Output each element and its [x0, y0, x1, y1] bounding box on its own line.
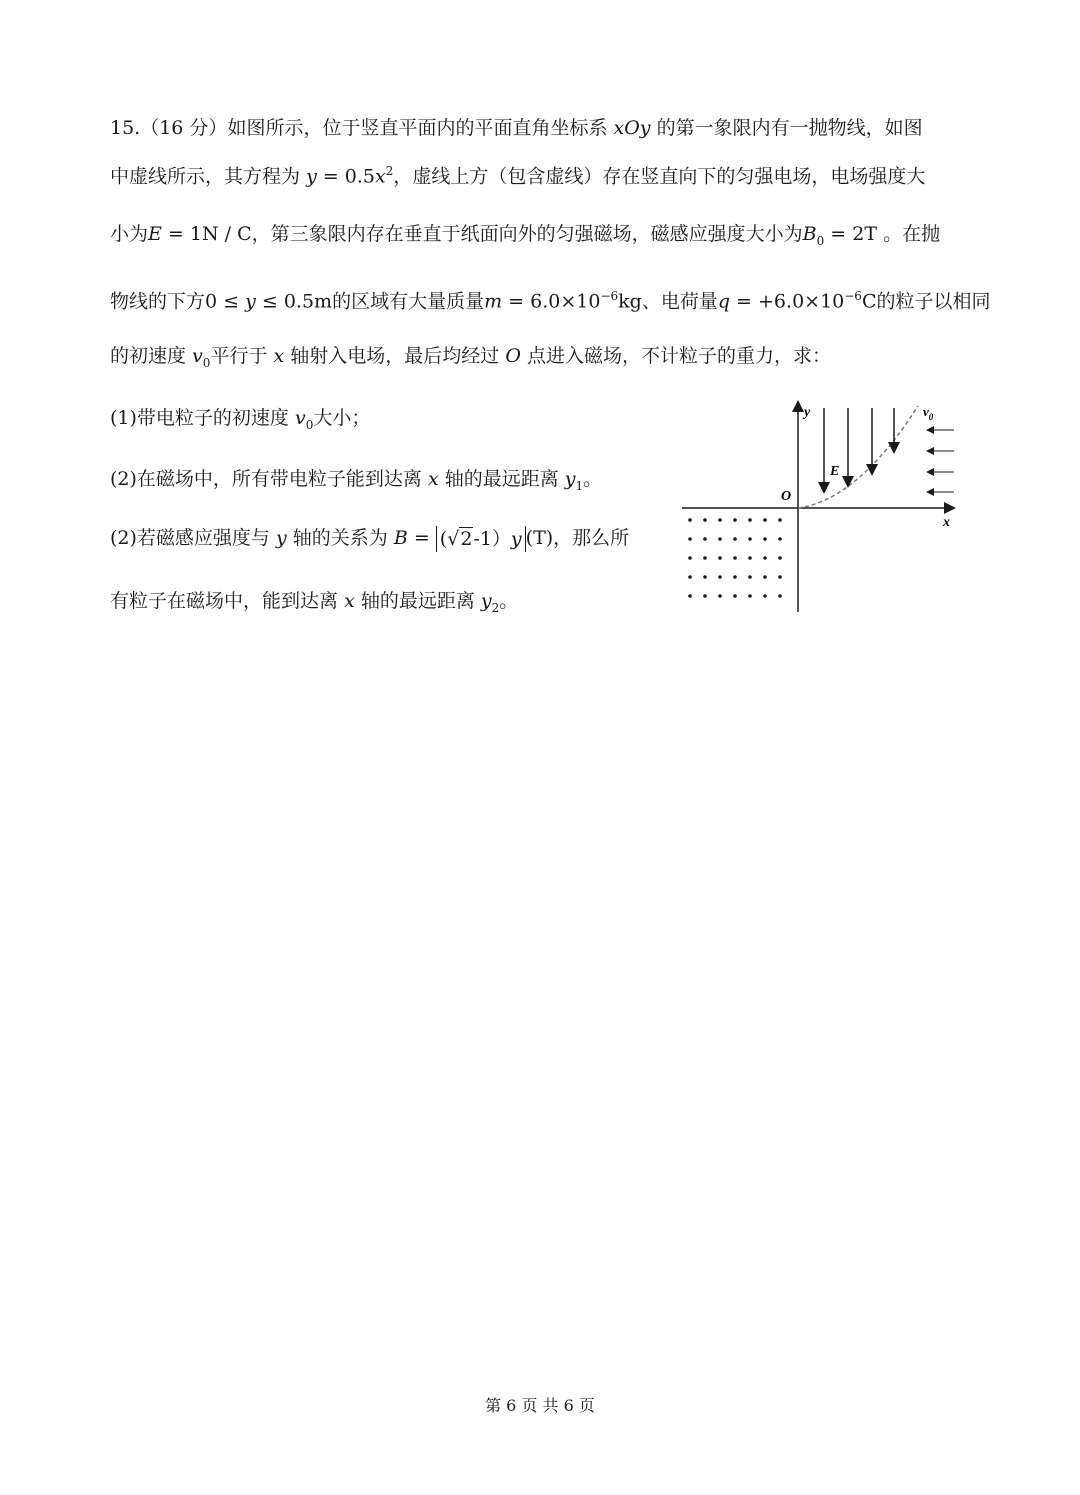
parabola-dashed — [798, 406, 918, 508]
field-dot — [748, 537, 752, 541]
math: (T) — [525, 527, 554, 549]
field-dot — [733, 518, 737, 522]
field-dot — [778, 537, 782, 541]
problem-number: 15. — [110, 117, 141, 139]
text: 。 — [583, 468, 603, 490]
problem-line-3 — [110, 221, 940, 254]
text: 大小； — [313, 407, 371, 429]
text: (2)在磁场中，所有带电粒子能到达离 — [110, 468, 422, 490]
magnetic-field-dots — [688, 518, 782, 598]
math: kg — [618, 290, 642, 313]
field-dot — [778, 556, 782, 560]
math-sub: 2 — [491, 600, 500, 615]
text: 如图所示，位于竖直平面内的平面直角坐标系 — [227, 117, 608, 139]
text: 中虚线所示，其方程为 — [110, 165, 301, 188]
math-radicand: 2 — [460, 528, 473, 550]
math: = 2T — [824, 223, 878, 245]
field-dot — [778, 575, 782, 579]
field-dot — [688, 556, 692, 560]
math-var: v — [294, 407, 306, 429]
math: = 0.5 — [316, 165, 376, 188]
coord-name: xOy — [613, 117, 651, 139]
math-var: y — [510, 528, 522, 550]
field-dot — [703, 556, 707, 560]
field-dot — [703, 594, 707, 598]
math: = +6.0×10 — [730, 290, 845, 313]
text: 的初速度 — [110, 345, 187, 367]
math: -1） — [473, 528, 511, 550]
math-sub: 0 — [202, 355, 211, 370]
field-dot — [748, 575, 752, 579]
text: ，虚线上方（包含虚线）存在竖直向下的匀强电场，电场强度大 — [393, 165, 926, 188]
math-var: x — [375, 165, 386, 188]
question-3-cont — [110, 588, 518, 621]
text: 轴的最远距离 — [444, 468, 559, 490]
field-dot — [763, 518, 767, 522]
field-dot — [718, 556, 722, 560]
math-var: y — [564, 468, 576, 490]
math-var: x — [427, 468, 439, 490]
text: 平行于 — [210, 345, 268, 367]
origin-label: O — [781, 489, 792, 504]
text: 轴射入电场，最后均经过 — [290, 345, 500, 367]
question-3 — [110, 525, 629, 552]
y-axis-label: y — [804, 405, 811, 420]
field-dot — [688, 594, 692, 598]
math-var: B — [393, 527, 408, 549]
text: (2)若磁感应强度与 — [110, 527, 270, 549]
text: 有粒子在磁场中，能到达离 — [110, 590, 339, 612]
math-exp: −6 — [844, 289, 862, 303]
x-axis-label: x — [943, 515, 950, 530]
math-var: O — [505, 345, 521, 367]
text: 的粒子以相同 — [876, 290, 991, 313]
problem-line-5 — [110, 343, 831, 376]
math-var: x — [344, 590, 355, 612]
absolute-value — [436, 526, 526, 552]
math-sub: 1 — [575, 478, 584, 493]
math-sub: 0 — [305, 417, 314, 432]
math-var: y — [480, 590, 492, 612]
text: 小为 — [110, 223, 149, 245]
text: 轴的关系为 — [292, 527, 388, 549]
text: 的区域有大量质量 — [332, 290, 485, 313]
math: = 1N / C — [161, 223, 252, 245]
math-exp: −6 — [600, 289, 619, 303]
text: 。 — [499, 590, 519, 612]
math-sub: 0 — [816, 233, 825, 248]
math: (√ — [439, 528, 460, 550]
field-dot — [703, 537, 707, 541]
field-dot — [703, 518, 707, 522]
field-dot — [718, 537, 722, 541]
question-1 — [110, 405, 370, 438]
field-dot — [733, 575, 737, 579]
math-var: y — [306, 165, 317, 188]
math-var: B — [802, 223, 817, 245]
text: 点进入磁场，不计粒子的重力，求： — [526, 345, 831, 367]
math-var: y — [245, 290, 256, 313]
text: 轴的最远距离 — [360, 590, 475, 612]
page-footer: 第 6 页 共 6 页 — [485, 1396, 595, 1415]
field-dot — [748, 556, 752, 560]
problem-line-4 — [110, 283, 991, 314]
math-exp: 2 — [385, 164, 394, 178]
field-dot — [763, 537, 767, 541]
text: 。在抛 — [883, 223, 941, 245]
field-dot — [688, 518, 692, 522]
math: = 6.0×10 — [502, 290, 601, 313]
field-dot — [778, 594, 782, 598]
text: ，那么所 — [553, 527, 630, 549]
text: ，第三象限内存在垂直于纸面向外的匀强磁场，磁感应强度大小为 — [251, 223, 803, 245]
field-dot — [718, 575, 722, 579]
math-var: m — [484, 290, 503, 313]
field-dot — [748, 518, 752, 522]
field-dot — [688, 537, 692, 541]
math-var: x — [273, 345, 285, 367]
field-dot — [733, 594, 737, 598]
field-dot — [718, 594, 722, 598]
field-dot — [703, 575, 707, 579]
math-var: E — [148, 223, 162, 245]
problem-line-2 — [110, 158, 925, 189]
text: 物线的下方 — [110, 290, 206, 313]
math: C — [861, 290, 877, 313]
field-dot — [718, 518, 722, 522]
math-var: y — [275, 527, 287, 549]
text: (1)带电粒子的初速度 — [110, 407, 289, 429]
text: 的第一象限内有一抛物线，如图 — [656, 117, 923, 139]
field-dot — [748, 594, 752, 598]
velocity-label: $v_0$ — [923, 404, 934, 422]
field-diagram — [678, 400, 963, 615]
field-dot — [733, 556, 737, 560]
field-dot — [763, 575, 767, 579]
math: = — [407, 527, 436, 549]
math-var: q — [717, 290, 731, 313]
field-dot — [688, 575, 692, 579]
field-label: E — [830, 464, 840, 479]
math: ≤ 0.5m — [255, 290, 333, 313]
math: 0 ≤ — [205, 290, 246, 313]
question-2 — [110, 466, 602, 499]
problem-line-1 — [110, 115, 923, 141]
field-dot — [733, 537, 737, 541]
problem-score: （16 分） — [140, 117, 228, 139]
field-dot — [778, 518, 782, 522]
field-dot — [763, 594, 767, 598]
math-var: v — [192, 345, 203, 367]
field-dot — [763, 556, 767, 560]
text: 、电荷量 — [641, 290, 718, 313]
